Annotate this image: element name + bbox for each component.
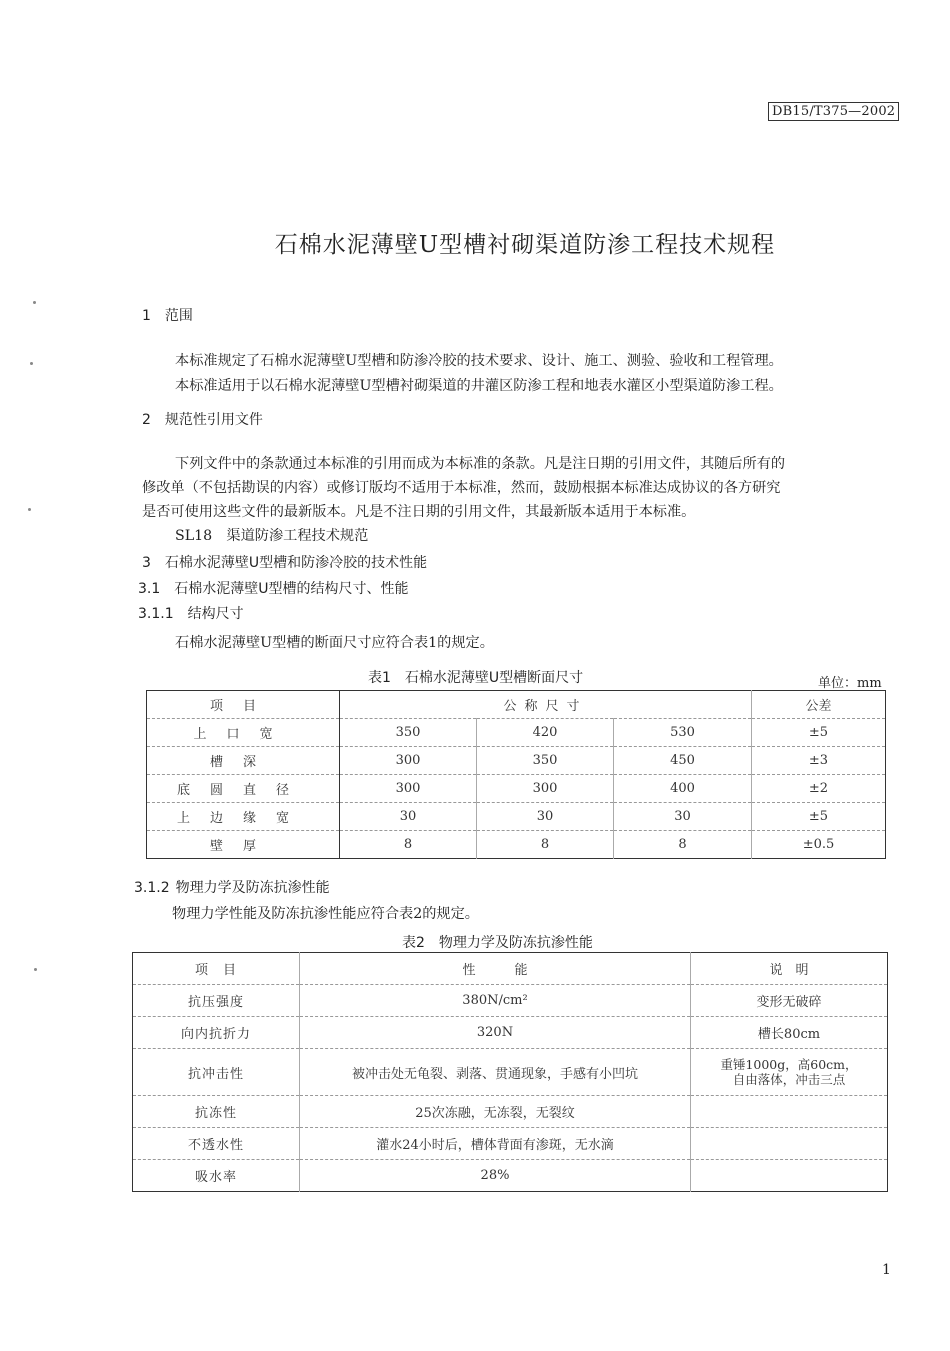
cell-value: 30: [340, 803, 477, 831]
scan-speck: [28, 508, 31, 511]
cell-item: 抗冻性: [133, 1096, 300, 1128]
document-code: DB15/T375—2002: [768, 102, 899, 121]
cell-value: 530: [614, 719, 752, 747]
table-1-caption: 表1 石棉水泥薄壁U型槽断面尺寸: [368, 670, 584, 686]
paragraph: 本标准适用于以石棉水泥薄壁U型槽衬砌渠道的井灌区防渗工程和地表水灌区小型渠道防渗工程。: [175, 378, 783, 394]
section-number: 3: [142, 555, 151, 571]
cell-item: 不透水性: [133, 1128, 300, 1160]
cell-performance: 被冲击处无龟裂、剥落、贯通现象，手感有小凹坑: [300, 1049, 691, 1096]
cell-item: 吸水率: [133, 1160, 300, 1192]
table-header-row: [147, 691, 886, 719]
table-row: [133, 1128, 888, 1160]
table-row: [147, 803, 886, 831]
cell-item: 抗压强度: [133, 985, 300, 1017]
page-number: 1: [882, 1262, 891, 1278]
paragraph-line: 修改单（不包括勘误的内容）或修订版均不适用于本标准，然而，鼓励根据本标准达成协议的各方研究: [142, 480, 781, 496]
note-line: 自由落体，冲击三点: [732, 1072, 846, 1087]
table-row: [133, 1096, 888, 1128]
cell-value: 30: [477, 803, 614, 831]
section-number: 3.1: [138, 581, 161, 597]
cell-note: [691, 1128, 888, 1160]
cell-tolerance: ±2: [752, 775, 886, 803]
table-2-caption: 表2 物理力学及防冻抗渗性能: [402, 935, 593, 951]
paragraph: 石棉水泥薄壁U型槽的断面尺寸应符合表1的规定。: [175, 635, 494, 651]
cell-tolerance: ±3: [752, 747, 886, 775]
cell-note: [691, 1049, 888, 1096]
header-cell-note: 说 明: [691, 953, 888, 985]
table-row: [147, 719, 886, 747]
header-cell-performance: 性 能: [300, 953, 691, 985]
table-row: [147, 831, 886, 859]
cell-tolerance: ±5: [752, 719, 886, 747]
section-number: 3.1.1: [138, 606, 174, 622]
scan-speck: [33, 301, 36, 304]
section-number: 1: [142, 308, 151, 324]
table-row: [133, 1049, 888, 1096]
section-title: 结构尺寸: [187, 606, 244, 622]
table-row: [147, 775, 886, 803]
cell-value: 8: [340, 831, 477, 859]
cell-performance: 320N: [300, 1017, 691, 1049]
cell-value: 400: [614, 775, 752, 803]
table-row: [133, 1160, 888, 1192]
cell-performance: 380N/cm²: [300, 985, 691, 1017]
cell-value: 30: [614, 803, 752, 831]
section-3-1-1-heading: [138, 603, 244, 623]
cell-value: 420: [477, 719, 614, 747]
cell-value: 300: [340, 775, 477, 803]
section-3-heading: [142, 552, 427, 572]
cell-item: 槽深: [147, 747, 340, 775]
cell-item: 底圆直径: [147, 775, 340, 803]
table-1: [146, 690, 886, 859]
cell-item: 上口宽: [147, 719, 340, 747]
paragraph-line: 下列文件中的条款通过本标准的引用而成为本标准的条款。凡是注日期的引用文件，其随后所有的: [175, 456, 786, 472]
table-row: [133, 1017, 888, 1049]
section-title: 物理力学及防冻抗渗性能: [175, 880, 330, 896]
table-row: [147, 747, 886, 775]
cell-note: 槽长80cm: [691, 1017, 888, 1049]
paragraph-line: 是否可使用这些文件的最新版本。凡是不注日期的引用文件，其最新版本适用于本标准。: [142, 504, 696, 520]
section-3-1-heading: [138, 578, 409, 598]
cell-value: 350: [340, 719, 477, 747]
cell-tolerance: ±0.5: [802, 837, 835, 852]
section-2-heading: [142, 409, 263, 429]
cell-performance: 28%: [300, 1160, 691, 1192]
section-number: 3.1.2: [134, 880, 170, 896]
cell-value: 8: [477, 831, 614, 859]
paragraph: 物理力学性能及防冻抗渗性能应符合表2的规定。: [172, 906, 479, 922]
cell-performance: 25次冻融，无冻裂，无裂纹: [300, 1096, 691, 1128]
cell-value: 450: [614, 747, 752, 775]
header-cell-nominal: 公称尺寸: [340, 691, 752, 719]
header-cell-item: 项目: [147, 691, 340, 719]
cell-performance: 灌水24小时后，槽体背面有渗斑，无水滴: [300, 1128, 691, 1160]
normative-reference: SL18 渠道防渗工程技术规范: [175, 528, 369, 544]
header-cell-item: 项 目: [133, 953, 300, 985]
scan-speck: [34, 968, 37, 971]
cell-value: 300: [340, 747, 477, 775]
section-number: 2: [142, 412, 151, 428]
document-title: 石棉水泥薄壁U型槽衬砌渠道防渗工程技术规程: [274, 232, 776, 258]
cell-value: 300: [477, 775, 614, 803]
note-line: 重锤1000g，高60cm，: [720, 1057, 858, 1072]
cell-item: 抗冲击性: [133, 1049, 300, 1096]
header-cell-tolerance: 公差: [752, 691, 886, 719]
scan-speck: [30, 362, 33, 365]
cell-value: 8: [614, 831, 752, 859]
cell-item: 壁厚: [147, 831, 340, 859]
section-title: 规范性引用文件: [164, 412, 263, 428]
cell-item: 向内抗折力: [133, 1017, 300, 1049]
cell-note: 变形无破碎: [691, 985, 888, 1017]
table-header-row: [133, 953, 888, 985]
paragraph: 本标准规定了石棉水泥薄壁U型槽和防渗冷胶的技术要求、设计、施工、测验、验收和工程管理。: [175, 353, 783, 369]
cell-value: 350: [477, 747, 614, 775]
table-1-unit: 单位：mm: [818, 676, 882, 691]
section-title: 石棉水泥薄壁U型槽的结构尺寸、性能: [174, 581, 409, 597]
section-3-1-2-heading: [134, 877, 330, 897]
cell-note: [691, 1096, 888, 1128]
table-2: [132, 952, 888, 1192]
section-title: 范围: [164, 308, 193, 324]
cell-item: 上边缘宽: [147, 803, 340, 831]
section-1-heading: [142, 305, 193, 325]
section-title: 石棉水泥薄壁U型槽和防渗冷胶的技术性能: [164, 555, 428, 571]
table-row: [133, 985, 888, 1017]
cell-note: [691, 1160, 888, 1192]
cell-tolerance: ±5: [752, 803, 886, 831]
